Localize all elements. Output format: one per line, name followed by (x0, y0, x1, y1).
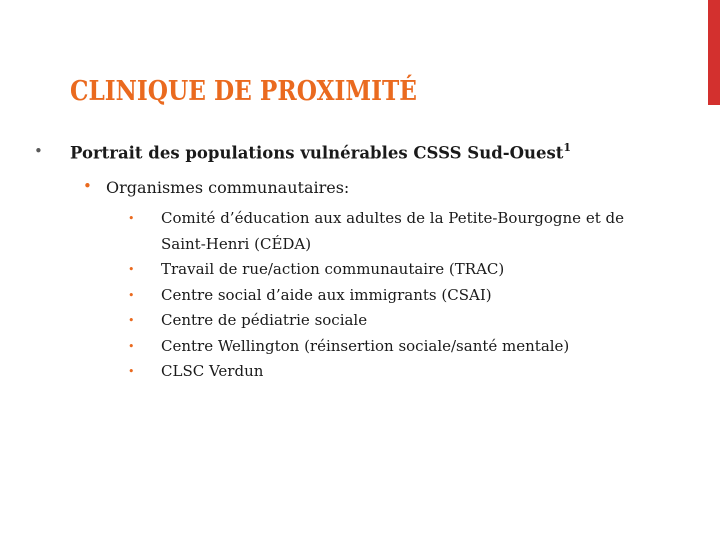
bullet-level-1-label: Portrait des populations vulnérables CSSS Sud-Ouest (70, 143, 564, 163)
bullet-icon: • (128, 339, 135, 353)
bullet-icon: • (128, 288, 135, 302)
bullet-icon: • (83, 177, 92, 195)
footnote-marker: 1 (563, 141, 572, 154)
bullet-icon: • (34, 142, 43, 160)
bullet-level-1-text (70, 142, 571, 163)
list-item-text: Centre de pédiatrie sociale (161, 311, 368, 329)
organization-list (128, 206, 668, 385)
list-item (128, 359, 668, 385)
bullet-icon: • (128, 314, 135, 327)
list-item-text: Centre Wellington (réinsertion sociale/santé mentale) (161, 336, 570, 355)
list-item (128, 283, 668, 309)
list-item (128, 206, 668, 257)
bullet-level-2-text: Organismes communautaires: (106, 178, 350, 197)
bullet-icon: • (128, 365, 135, 378)
accent-bar (708, 0, 720, 105)
bullet-icon: • (128, 263, 135, 276)
list-item-text: Travail de rue/action communautaire (TRAC) (161, 260, 505, 278)
list-item-text: Centre social d’aide aux immigrants (CSAI) (161, 285, 492, 304)
list-item-text: CLSC Verdun (161, 362, 264, 380)
list-item (128, 308, 668, 334)
slide-title: CLINIQUE DE PROXIMITÉ (70, 76, 417, 107)
list-item (128, 334, 668, 360)
list-item-text: Comité d’éducation aux adultes de la Petite-Bourgogne et de Saint-Henri (CÉDA) (161, 209, 624, 253)
list-item (128, 257, 668, 283)
bullet-icon: • (128, 212, 135, 225)
